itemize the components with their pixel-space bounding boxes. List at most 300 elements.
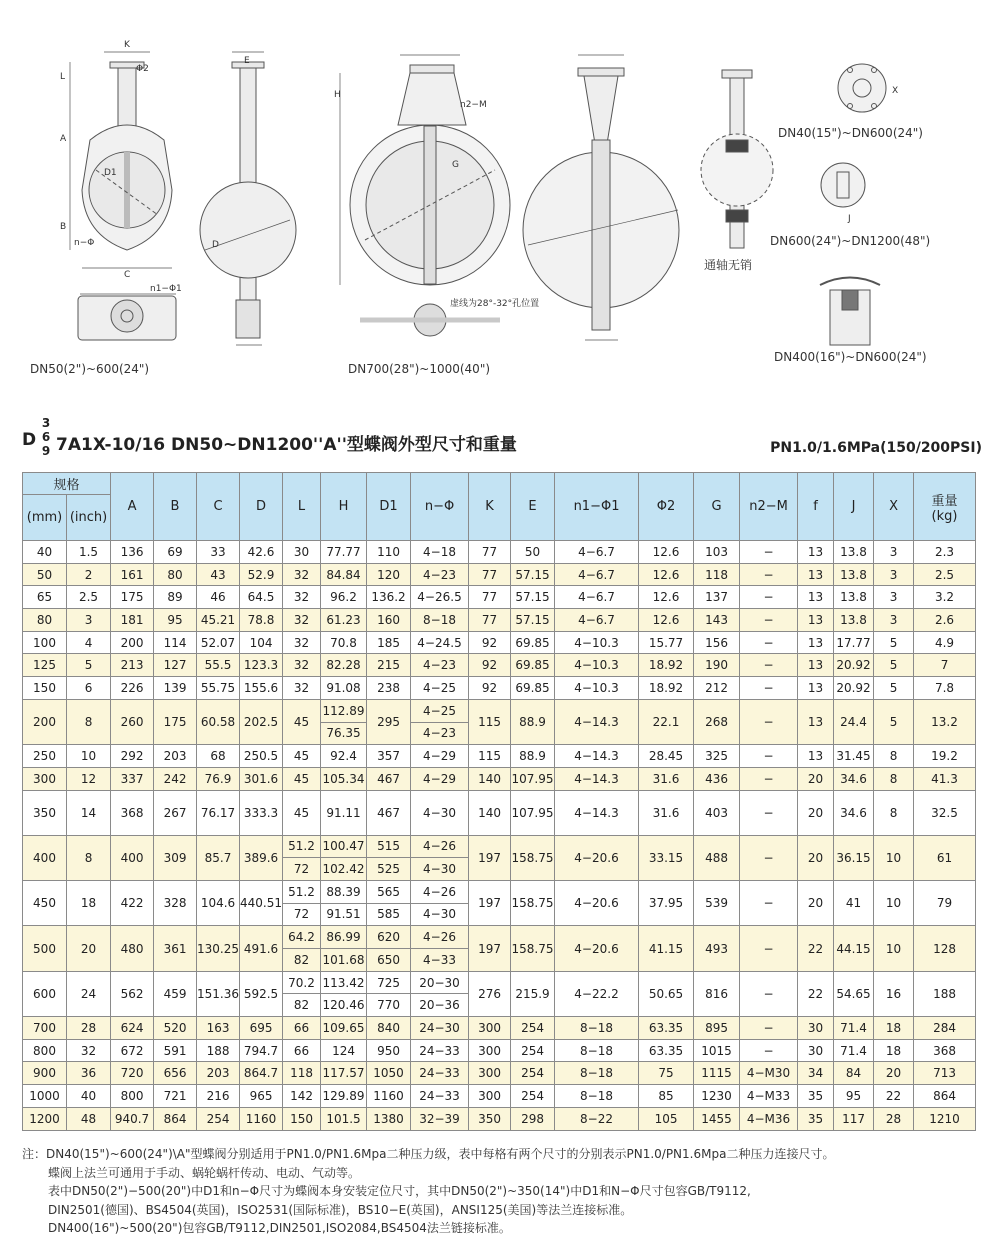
cell-mm: 200 (23, 699, 67, 744)
cell-n-phi: 4−23 (411, 722, 469, 745)
cell-g: 118 (694, 563, 740, 586)
cell-h: 91.11 (321, 790, 367, 835)
cell-k: 77 (469, 563, 511, 586)
cell-weight: 2.3 (914, 541, 976, 564)
cell-mm: 150 (23, 677, 67, 700)
header-l: L (283, 473, 321, 541)
cell-j: 84 (834, 1062, 874, 1085)
cell-b: 309 (154, 835, 197, 880)
cell-d1: 840 (367, 1017, 411, 1040)
cell-l: 32 (283, 609, 321, 632)
cell-phi2: 105 (639, 1107, 694, 1130)
cell-phi2: 12.6 (639, 609, 694, 632)
cell-g: 156 (694, 631, 740, 654)
cell-d1: 215 (367, 654, 411, 677)
cell-e: 254 (511, 1039, 555, 1062)
cell-h: 76.35 (321, 722, 367, 745)
cell-weight: 3.2 (914, 586, 976, 609)
cell-h: 117.57 (321, 1062, 367, 1085)
cell-j: 20.92 (834, 654, 874, 677)
cell-d: 52.9 (240, 563, 283, 586)
cell-a: 181 (111, 609, 154, 632)
cell-n-phi: 4−26.5 (411, 586, 469, 609)
cell-h: 105.34 (321, 767, 367, 790)
cell-f: 22 (798, 926, 834, 971)
cell-a: 337 (111, 767, 154, 790)
header-weight-label: 重量 (931, 493, 958, 509)
cell-phi2: 63.35 (639, 1017, 694, 1040)
cell-weight: 13.2 (914, 699, 976, 744)
fig1-caption: DN50(2")~600(24") (30, 362, 150, 376)
cell-h: 96.2 (321, 586, 367, 609)
cell-x: 3 (874, 563, 914, 586)
cell-g: 212 (694, 677, 740, 700)
cell-c: 55.5 (197, 654, 240, 677)
cell-d1: 295 (367, 699, 411, 744)
cell-n1-phi1: 4−22.2 (555, 971, 639, 1016)
cell-b: 175 (154, 699, 197, 744)
cell-j: 71.4 (834, 1039, 874, 1062)
cell-a: 368 (111, 790, 154, 835)
cell-weight: 4.9 (914, 631, 976, 654)
header-inch: (inch) (67, 495, 111, 541)
cell-h: 101.68 (321, 949, 367, 972)
cell-mm: 125 (23, 654, 67, 677)
cell-n-phi: 4−30 (411, 790, 469, 835)
cell-k: 300 (469, 1039, 511, 1062)
table-row (23, 609, 976, 632)
cell-n1-phi1: 4−6.7 (555, 541, 639, 564)
cell-n-phi: 4−30 (411, 858, 469, 881)
cell-b: 69 (154, 541, 197, 564)
cell-weight: 128 (914, 926, 976, 971)
cell-d: 965 (240, 1085, 283, 1108)
cell-g: 325 (694, 745, 740, 768)
cell-d1: 238 (367, 677, 411, 700)
cell-c: 151.36 (197, 971, 240, 1016)
cell-weight: 7 (914, 654, 976, 677)
cell-h: 124 (321, 1039, 367, 1062)
cell-d1: 1380 (367, 1107, 411, 1130)
cell-a: 226 (111, 677, 154, 700)
cell-n-phi: 24−33 (411, 1085, 469, 1108)
cell-n2-m: 4−M36 (740, 1107, 798, 1130)
cell-b: 721 (154, 1085, 197, 1108)
cell-x: 10 (874, 926, 914, 971)
table-row (23, 745, 976, 768)
cell-d1: 725 (367, 971, 411, 994)
cell-mm: 50 (23, 563, 67, 586)
cell-x: 20 (874, 1062, 914, 1085)
cell-e: 158.75 (511, 835, 555, 880)
cell-d: 202.5 (240, 699, 283, 744)
cell-e: 215.9 (511, 971, 555, 1016)
dim-label-g: G (452, 160, 459, 170)
cell-l: 72 (283, 858, 321, 881)
cell-n1-phi1: 4−14.3 (555, 790, 639, 835)
table-row (23, 677, 976, 700)
cell-n-phi: 24−30 (411, 1017, 469, 1040)
drawings-svg (0, 0, 1000, 400)
cell-j: 13.8 (834, 563, 874, 586)
notes-section (22, 1145, 982, 1238)
header-n2-m: n2−M (740, 473, 798, 541)
cell-e: 88.9 (511, 699, 555, 744)
cell-f: 20 (798, 790, 834, 835)
cell-k: 197 (469, 926, 511, 971)
cell-n-phi: 4−23 (411, 563, 469, 586)
note-line: DIN2501(德国)、BS4504(英国)，ISO2531(国际标准)，BS10−E(英国)，ANSI125(美国)等法兰连接标准。 (48, 1202, 633, 1217)
header-weight (914, 473, 976, 541)
fig2-side-view (523, 55, 679, 340)
cell-f: 13 (798, 563, 834, 586)
cell-a: 624 (111, 1017, 154, 1040)
cell-h: 70.8 (321, 631, 367, 654)
cell-n-phi: 4−24.5 (411, 631, 469, 654)
cell-b: 864 (154, 1107, 197, 1130)
cell-weight: 41.3 (914, 767, 976, 790)
cell-g: 1015 (694, 1039, 740, 1062)
cell-weight: 61 (914, 835, 976, 880)
cell-mm: 300 (23, 767, 67, 790)
cell-l: 118 (283, 1062, 321, 1085)
cell-j: 34.6 (834, 790, 874, 835)
cell-n2-m: − (740, 1017, 798, 1040)
cell-inch: 36 (67, 1062, 111, 1085)
cell-f: 13 (798, 631, 834, 654)
cell-f: 13 (798, 745, 834, 768)
header-n1-phi1: n1−Φ1 (555, 473, 639, 541)
cell-g: 539 (694, 880, 740, 925)
cell-a: 400 (111, 835, 154, 880)
cell-c: 76.17 (197, 790, 240, 835)
cell-d: 250.5 (240, 745, 283, 768)
cell-k: 92 (469, 654, 511, 677)
cell-d: 389.6 (240, 835, 283, 880)
cell-f: 30 (798, 1039, 834, 1062)
fig4-flange-views (820, 64, 886, 345)
cell-a: 422 (111, 880, 154, 925)
cell-a: 800 (111, 1085, 154, 1108)
cell-c: 68 (197, 745, 240, 768)
cell-phi2: 12.6 (639, 586, 694, 609)
cell-k: 197 (469, 880, 511, 925)
cell-a: 480 (111, 926, 154, 971)
cell-weight: 2.6 (914, 609, 976, 632)
cell-phi2: 41.15 (639, 926, 694, 971)
cell-x: 5 (874, 654, 914, 677)
cell-e: 88.9 (511, 745, 555, 768)
cell-h: 86.99 (321, 926, 367, 949)
cell-g: 137 (694, 586, 740, 609)
fig1-front-view (70, 52, 172, 268)
cell-l: 82 (283, 994, 321, 1017)
cell-n2-m: − (740, 609, 798, 632)
cell-a: 161 (111, 563, 154, 586)
table-row (23, 790, 976, 835)
cell-mm: 250 (23, 745, 67, 768)
pressure-rating: PN1.0/1.6MPa(150/200PSI) (770, 440, 982, 456)
cell-n1-phi1: 4−6.7 (555, 609, 639, 632)
cell-b: 267 (154, 790, 197, 835)
cell-n-phi: 4−29 (411, 767, 469, 790)
cell-d: 794.7 (240, 1039, 283, 1062)
dim-label-b: B (60, 222, 67, 232)
cell-phi2: 33.15 (639, 835, 694, 880)
through-shaft-label: 通轴无销 (704, 258, 753, 272)
header-a: A (111, 473, 154, 541)
header-h: H (321, 473, 367, 541)
cell-k: 77 (469, 541, 511, 564)
cell-n-phi: 4−26 (411, 926, 469, 949)
cell-phi2: 31.6 (639, 767, 694, 790)
cell-mm: 40 (23, 541, 67, 564)
cell-c: 203 (197, 1062, 240, 1085)
cell-c: 104.6 (197, 880, 240, 925)
cell-b: 139 (154, 677, 197, 700)
cell-b: 114 (154, 631, 197, 654)
cell-h: 109.65 (321, 1017, 367, 1040)
table-row (23, 1085, 976, 1108)
cell-d1: 770 (367, 994, 411, 1017)
cell-n2-m: − (740, 1039, 798, 1062)
cell-l: 64.2 (283, 926, 321, 949)
cell-x: 28 (874, 1107, 914, 1130)
cell-x: 5 (874, 677, 914, 700)
cell-l: 70.2 (283, 971, 321, 994)
cell-d1: 650 (367, 949, 411, 972)
cell-e: 57.15 (511, 609, 555, 632)
cell-a: 672 (111, 1039, 154, 1062)
cell-mm: 1000 (23, 1085, 67, 1108)
cell-n-phi: 32−39 (411, 1107, 469, 1130)
cell-l: 32 (283, 654, 321, 677)
cell-j: 31.45 (834, 745, 874, 768)
cell-d1: 110 (367, 541, 411, 564)
cell-h: 88.39 (321, 880, 367, 903)
dim-label-n2-m: n2−M (460, 100, 487, 110)
dashed-line-note: 虚线为28°-32°孔位置 (450, 299, 540, 309)
cell-n1-phi1: 4−14.3 (555, 767, 639, 790)
cell-h: 92.4 (321, 745, 367, 768)
cell-n2-m: − (740, 790, 798, 835)
cell-l: 82 (283, 949, 321, 972)
cell-inch: 24 (67, 971, 111, 1016)
cell-n2-m: − (740, 541, 798, 564)
cell-a: 260 (111, 699, 154, 744)
cell-x: 3 (874, 609, 914, 632)
header-d1: D1 (367, 473, 411, 541)
cell-g: 190 (694, 654, 740, 677)
cell-c: 130.25 (197, 926, 240, 971)
cell-j: 41 (834, 880, 874, 925)
fig2-front-view (340, 55, 510, 336)
cell-n2-m: − (740, 835, 798, 880)
table-row (23, 563, 976, 586)
cell-inch: 20 (67, 926, 111, 971)
cell-g: 103 (694, 541, 740, 564)
cell-b: 89 (154, 586, 197, 609)
cell-j: 13.8 (834, 586, 874, 609)
cell-l: 45 (283, 767, 321, 790)
cell-c: 45.21 (197, 609, 240, 632)
cell-x: 18 (874, 1017, 914, 1040)
cell-g: 488 (694, 835, 740, 880)
cell-phi2: 12.6 (639, 541, 694, 564)
header-d: D (240, 473, 283, 541)
cell-n1-phi1: 8−18 (555, 1039, 639, 1062)
dim-label-e: E (244, 56, 250, 66)
cell-j: 13.8 (834, 609, 874, 632)
cell-c: 33 (197, 541, 240, 564)
cell-x: 22 (874, 1085, 914, 1108)
header-n-phi: n−Φ (411, 473, 469, 541)
fig4-caption: DN600(24")~DN1200(48") (770, 234, 931, 248)
cell-c: 55.75 (197, 677, 240, 700)
cell-d1: 357 (367, 745, 411, 768)
cell-e: 57.15 (511, 586, 555, 609)
cell-n1-phi1: 4−14.3 (555, 699, 639, 744)
cell-d: 491.6 (240, 926, 283, 971)
cell-h: 120.46 (321, 994, 367, 1017)
cell-d: 104 (240, 631, 283, 654)
cell-f: 35 (798, 1107, 834, 1130)
cell-n2-m: − (740, 586, 798, 609)
table-row (23, 1107, 976, 1130)
cell-n-phi: 4−30 (411, 903, 469, 926)
cell-n2-m: − (740, 563, 798, 586)
cell-l: 66 (283, 1017, 321, 1040)
dim-label-d1: D1 (104, 168, 117, 178)
technical-drawings (0, 0, 1000, 400)
cell-b: 656 (154, 1062, 197, 1085)
cell-n2-m: 4−M30 (740, 1062, 798, 1085)
cell-weight: 1210 (914, 1107, 976, 1130)
cell-d: 1160 (240, 1107, 283, 1130)
cell-inch: 14 (67, 790, 111, 835)
cell-l: 51.2 (283, 835, 321, 858)
cell-g: 403 (694, 790, 740, 835)
cell-c: 60.58 (197, 699, 240, 744)
cell-k: 115 (469, 699, 511, 744)
cell-f: 34 (798, 1062, 834, 1085)
table-body (23, 541, 976, 1131)
cell-a: 720 (111, 1062, 154, 1085)
cell-h: 129.89 (321, 1085, 367, 1108)
cell-c: 52.07 (197, 631, 240, 654)
header-mm: (mm) (23, 495, 67, 541)
page-title: 7A1X-10/16 DN50~DN1200''A''型蝶阀外型尺寸和重量 (56, 435, 517, 455)
table-row (23, 1062, 976, 1085)
cell-x: 8 (874, 767, 914, 790)
header-k: K (469, 473, 511, 541)
dim-label-l: L (60, 72, 66, 82)
cell-g: 816 (694, 971, 740, 1016)
cell-g: 268 (694, 699, 740, 744)
cell-n2-m: − (740, 677, 798, 700)
cell-f: 20 (798, 835, 834, 880)
cell-d1: 1160 (367, 1085, 411, 1108)
dim-label-a: A (60, 134, 67, 144)
cell-e: 254 (511, 1085, 555, 1108)
cell-e: 298 (511, 1107, 555, 1130)
cell-k: 140 (469, 767, 511, 790)
table-row (23, 926, 976, 949)
cell-d: 123.3 (240, 654, 283, 677)
cell-j: 36.15 (834, 835, 874, 880)
cell-k: 350 (469, 1107, 511, 1130)
cell-weight: 188 (914, 971, 976, 1016)
cell-b: 361 (154, 926, 197, 971)
cell-mm: 350 (23, 790, 67, 835)
cell-c: 43 (197, 563, 240, 586)
cell-a: 292 (111, 745, 154, 768)
dim-label-j: J (848, 214, 851, 224)
cell-k: 77 (469, 609, 511, 632)
cell-inch: 40 (67, 1085, 111, 1108)
title-stack-digit: 3 (41, 416, 51, 430)
cell-mm: 800 (23, 1039, 67, 1062)
cell-n-phi: 24−33 (411, 1062, 469, 1085)
cell-k: 140 (469, 790, 511, 835)
cell-l: 45 (283, 699, 321, 744)
cell-mm: 100 (23, 631, 67, 654)
cell-k: 92 (469, 631, 511, 654)
cell-weight: 79 (914, 880, 976, 925)
cell-b: 591 (154, 1039, 197, 1062)
dim-label-k: K (124, 40, 130, 50)
table-row (23, 835, 976, 858)
cell-c: 216 (197, 1085, 240, 1108)
title-prefix: D (22, 430, 37, 450)
cell-inch: 5 (67, 654, 111, 677)
fig3-caption: DN40(15")~DN600(24") (778, 126, 923, 140)
cell-l: 30 (283, 541, 321, 564)
cell-n2-m: − (740, 745, 798, 768)
cell-d: 592.5 (240, 971, 283, 1016)
cell-a: 562 (111, 971, 154, 1016)
title-stack-digit: 6 (41, 430, 51, 444)
cell-inch: 6 (67, 677, 111, 700)
cell-d1: 585 (367, 903, 411, 926)
cell-c: 85.7 (197, 835, 240, 880)
cell-e: 69.85 (511, 654, 555, 677)
cell-n2-m: − (740, 971, 798, 1016)
cell-x: 3 (874, 541, 914, 564)
table-title-row (22, 418, 982, 462)
header-e: E (511, 473, 555, 541)
cell-n1-phi1: 4−14.3 (555, 745, 639, 768)
cell-f: 20 (798, 767, 834, 790)
cell-inch: 3 (67, 609, 111, 632)
cell-l: 66 (283, 1039, 321, 1062)
cell-j: 44.15 (834, 926, 874, 971)
cell-l: 150 (283, 1107, 321, 1130)
cell-phi2: 18.92 (639, 654, 694, 677)
cell-phi2: 50.65 (639, 971, 694, 1016)
cell-phi2: 31.6 (639, 790, 694, 835)
cell-n-phi: 4−26 (411, 835, 469, 858)
cell-j: 17.77 (834, 631, 874, 654)
dim-label-c: C (124, 270, 131, 280)
cell-a: 940.7 (111, 1107, 154, 1130)
cell-k: 276 (469, 971, 511, 1016)
cell-d: 155.6 (240, 677, 283, 700)
header-f: f (798, 473, 834, 541)
header-phi2: Φ2 (639, 473, 694, 541)
cell-a: 175 (111, 586, 154, 609)
cell-g: 1455 (694, 1107, 740, 1130)
